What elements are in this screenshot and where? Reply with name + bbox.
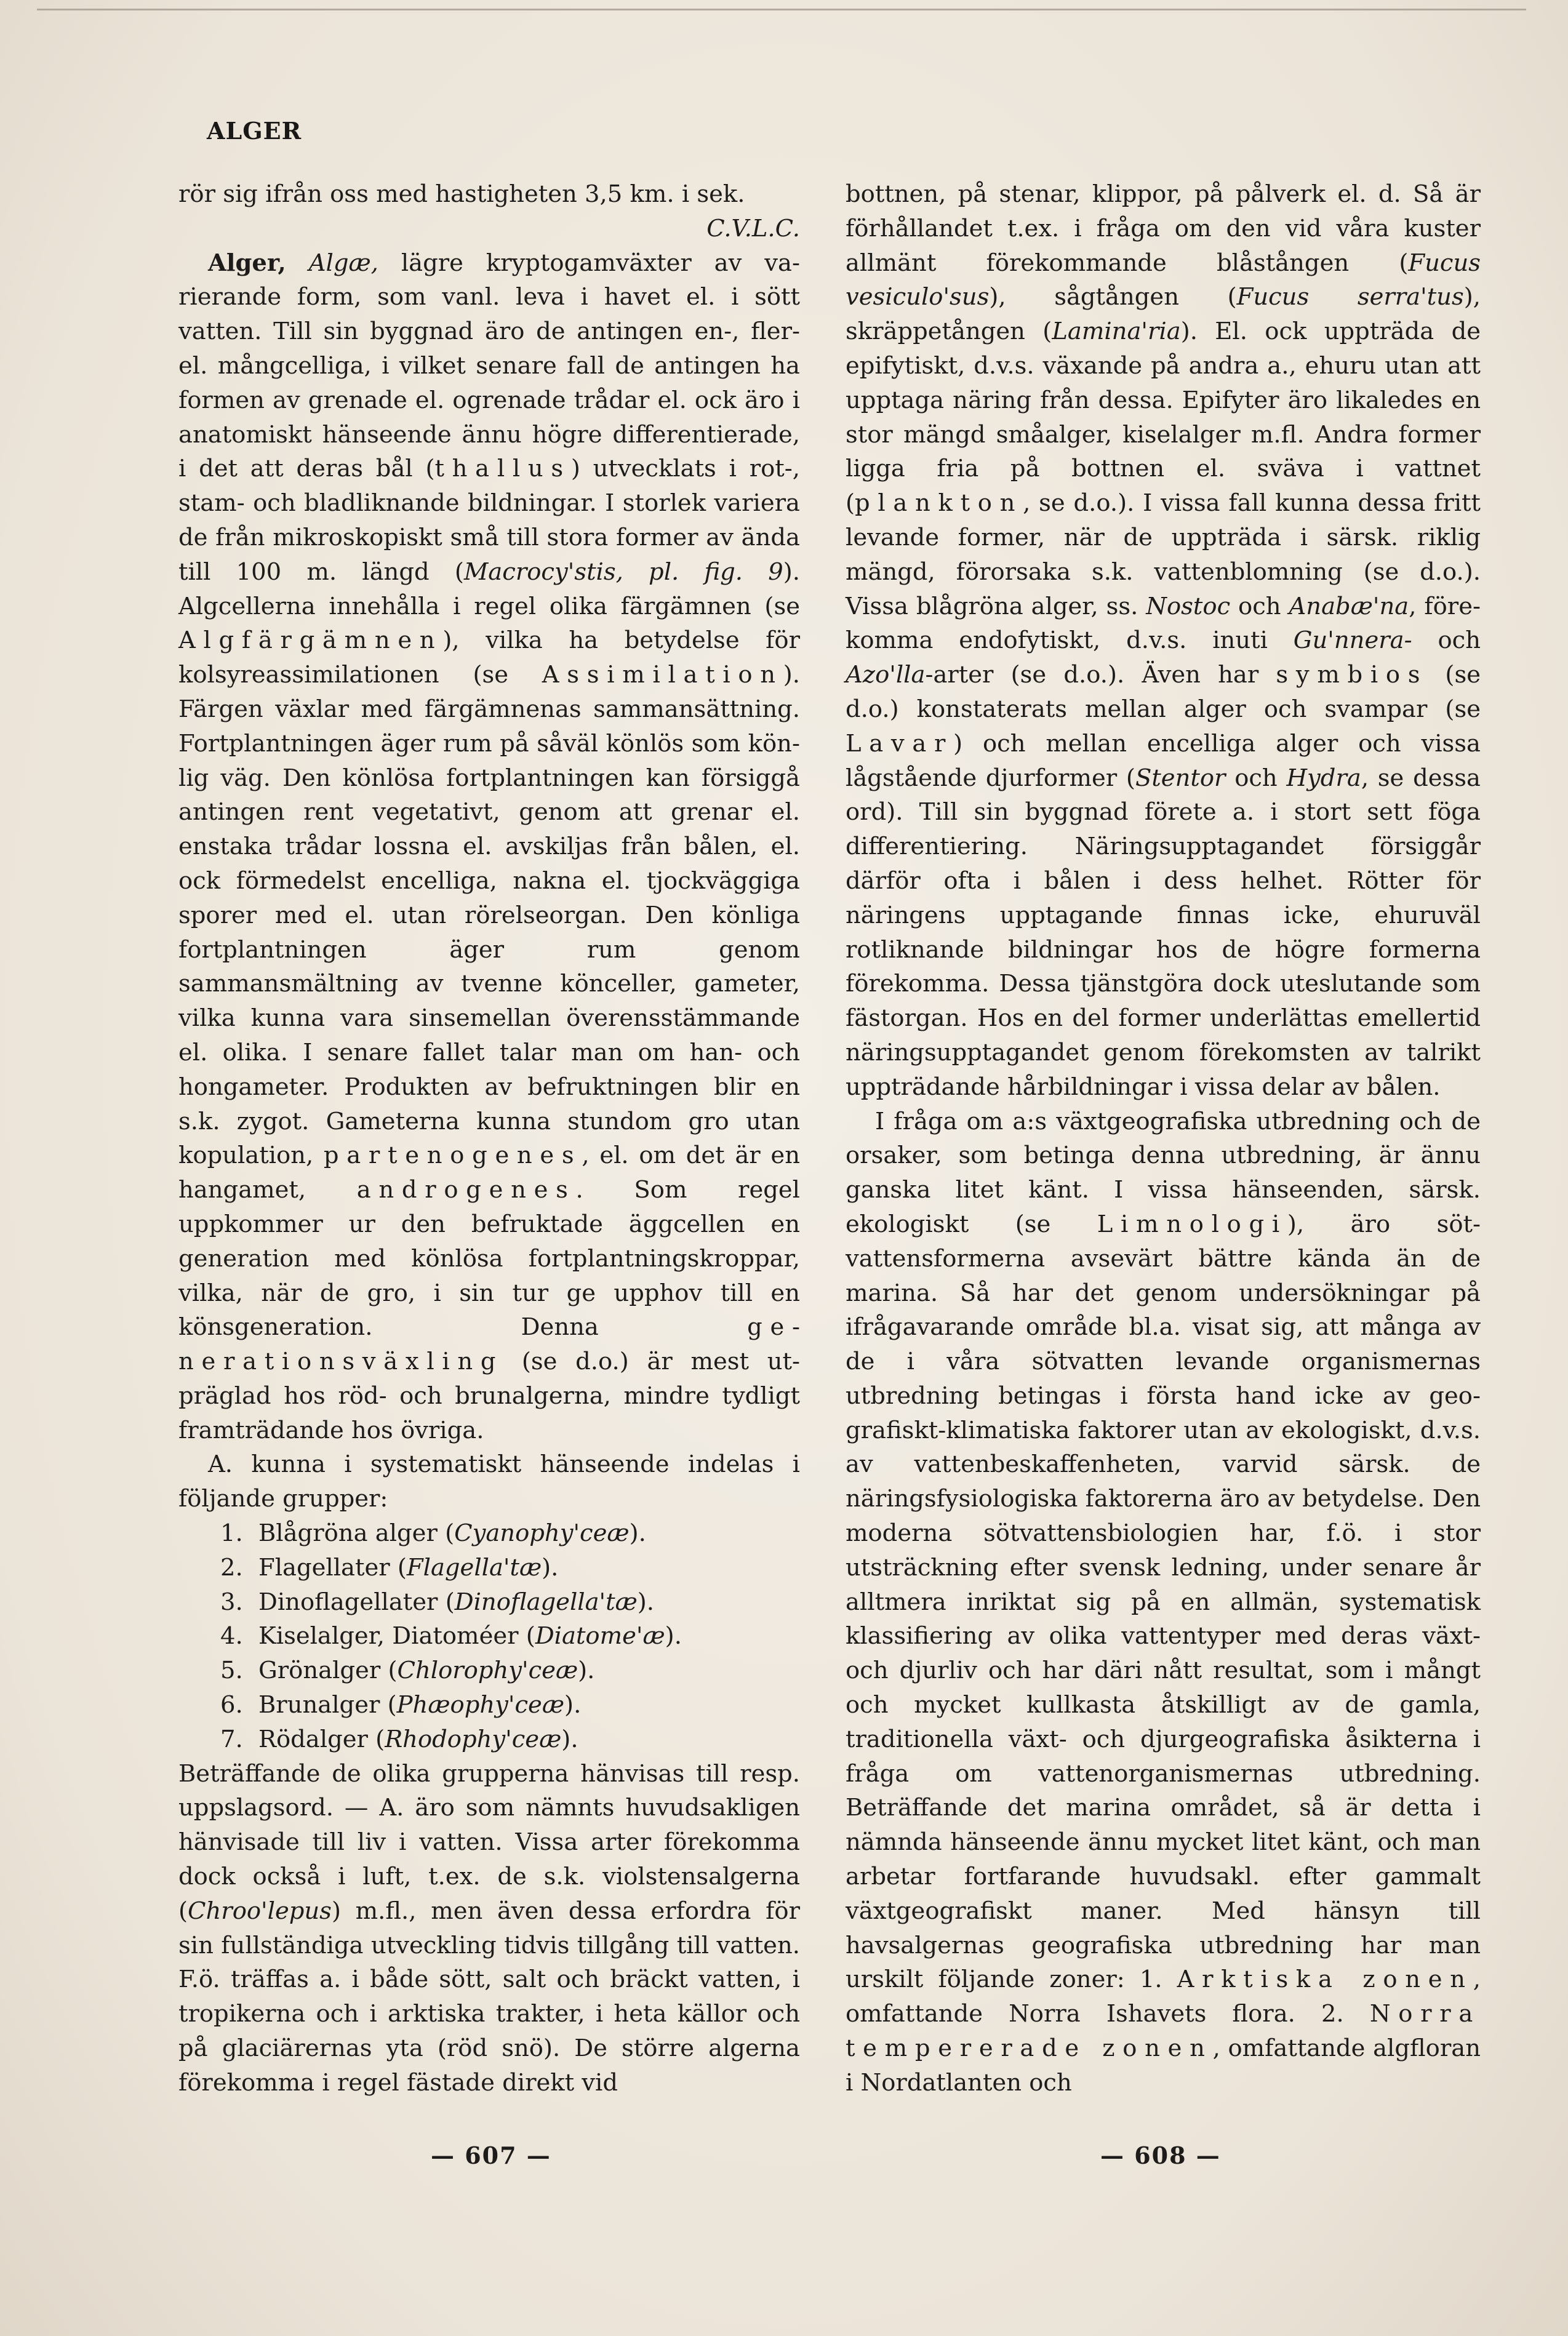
paragraph-text: ), sågtången (	[989, 283, 1237, 311]
latin-name: Gu'nnera-	[1293, 626, 1412, 655]
running-header: ALGER	[207, 117, 302, 145]
headword: Alger,	[208, 249, 286, 277]
list-number: 2.	[220, 1553, 243, 1582]
zone-name: Norra tempererade zonen	[846, 2000, 1481, 2063]
entry-alger	[178, 246, 800, 1448]
paragraph-text: (se d.o.) är mest utpräglad hos röd- och brunalgerna, mindre tydligt framträdande hos övriga.	[178, 1348, 800, 1444]
spaced-term: androgenes	[356, 1176, 576, 1204]
group-name: Dinoflagellater	[258, 1588, 438, 1616]
latin-name: Fucus vesiculo'sus	[846, 249, 1481, 311]
paragraph-text: -arter (se d.o.). Även har	[925, 661, 1276, 689]
geography-paragraph	[846, 1105, 1481, 2100]
list-item: 2. Flagellater (Flagella'tæ).	[178, 1551, 800, 1585]
list-number: 7.	[220, 1725, 243, 1753]
paragraph-text: , förekomma endofytiskt, d.v.s. inuti	[846, 592, 1481, 655]
group-latin: Flagella'tæ	[406, 1553, 542, 1582]
latin-name: Fucus serra'tus	[1236, 283, 1464, 311]
paragraph-text: ). El. ock uppträda de epifytiskt, d.v.s. växande på andra a., ehuru utan att upptaga näring från dessa. Epifyter äro likaledes en stor mängd småalger, kiselalger m.fl. Andra former ligga fria på bottnen el. sväva i vattnet (	[846, 318, 1481, 518]
paragraph-text: ). Algcellerna innehålla i regel olika färgämnen (se	[178, 558, 801, 620]
list-number: 3.	[220, 1588, 243, 1616]
cross-reference: Lavar	[846, 729, 954, 758]
habitat-paragraph	[178, 1757, 800, 2100]
list-item: 5. Grönalger (Chlorophy'ceæ).	[178, 1654, 800, 1688]
group-name: Kiselalger, Diatoméer	[258, 1622, 519, 1650]
list-number: 1.	[220, 1519, 243, 1548]
paragraph-text: bottnen, på stenar, klippor, på pålverk el. d. Så är förhållandet t.ex. i fråga om den vid våra kuster allmänt förekommande blåstången (	[846, 180, 1481, 277]
paragraph-text: ). Färgen växlar med färgämnenas sammansättning. Fortplantningen äger rum på såväl könlös som könlig väg. Den könlösa fortplantningen kan försiggå antingen rent vegetativt, genom att grenar el. enstaka trådar lossna el. avskiljas från bålen, el. ock förmedelst encelliga, nakna el. tjockväggiga sporer med el. utan rörelseorgan. Den könliga fortplantningen äger rum genom sammansmältning av tvenne könceller, gameter, vilka kunna vara sinsemellan överensstämmande el. olika. I senare fallet talar man om han- och hongameter. Produkten av befruktningen blir en s.k. zygot. Gameterna kunna stundom gro utan kopulation,	[178, 661, 800, 1170]
paragraph-text: Beträffande de olika grupperna hänvisas till resp. uppslagsord. — A. äro som nämnts huvudsakligen hänvisade till liv i vatten. Vissa arter förekomma dock också i luft, t.ex. de s.k. violstensalgerna (	[178, 1759, 800, 1925]
paragraph-text: och	[1412, 626, 1481, 655]
group-latin: Chlorophy'ceæ	[397, 1657, 578, 1685]
cross-reference: Assimilation	[542, 661, 783, 689]
list-number: 4.	[220, 1622, 243, 1650]
group-name: Blågröna alger	[258, 1519, 438, 1548]
latin-name: Chroo'lepus	[188, 1897, 332, 1925]
cross-reference: Limnologi	[1097, 1210, 1287, 1238]
latin-name: Algæ,	[308, 249, 378, 277]
group-name: Rödalger	[258, 1725, 368, 1753]
list-item: 1. Blågröna alger (Cyanophy'ceæ).	[178, 1516, 800, 1551]
zone-name: Arktiska zonen	[1177, 1966, 1473, 1994]
paragraph-text: , el. om det är en hangamet,	[178, 1142, 800, 1204]
spaced-term: partenogenes	[323, 1142, 582, 1170]
paragraph-text: lägre kryptogamväxter av varierande form, som vanl. leva i havet el. i sött vatten. Till sin byggnad äro de antingen en-, fler- el. mångcelliga, i vilket senare fall de antingen ha formen av grenade el. ogrenade trådar el. ock äro i anatomiskt hänseende ännu högre differentierade, i det att deras bål (	[178, 249, 800, 483]
latin-name: Anabæ'na	[1289, 592, 1409, 620]
latin-name: Stentor	[1135, 764, 1226, 792]
group-name: Grönalger	[258, 1657, 381, 1685]
group-latin: Rhodophy'ceæ	[385, 1725, 562, 1753]
page-number-right: — 608 —	[1100, 2142, 1221, 2169]
paragraph-text: , omfattande Norra Ishavets flora. 2.	[846, 1966, 1481, 2028]
groups-intro: A. kunna i systematiskt hänseende indelas i följande grupper:	[178, 1450, 800, 1513]
group-latin: Dinoflagella'tæ	[454, 1588, 638, 1616]
group-latin: Phæophy'ceæ	[396, 1691, 565, 1719]
list-number: 5.	[220, 1657, 243, 1685]
group-latin: Diatome'æ	[535, 1622, 665, 1650]
list-item: 4. Kiselalger, Diatoméer (Diatome'æ).	[178, 1619, 800, 1654]
group-name: Flagellater	[258, 1553, 390, 1582]
list-item: 7. Rödalger (Rhodophy'ceæ).	[178, 1722, 800, 1757]
paragraph-text: ) och mellan encelliga alger och vissa lågstående djurformer (	[846, 729, 1481, 792]
paragraph-text: . Som regel uppkommer ur den befruktade äggcellen en generation med könlösa fortplantningskroppar, vilka, när de gro, i sin tur ge upphov till en könsgeneration. Denna	[178, 1176, 800, 1342]
list-number: 6.	[220, 1691, 243, 1719]
list-item: 3. Dinoflagellater (Dinoflagella'tæ).	[178, 1585, 800, 1620]
cross-reference: symbios	[1276, 661, 1428, 689]
paragraph-text: (se d.o.) konstaterats mellan alger och svampar (se	[846, 661, 1481, 723]
page-number-left: — 607 —	[431, 2142, 551, 2169]
list-item: 6. Brunalger (Phæophy'ceæ).	[178, 1688, 800, 1722]
cross-reference: plankton	[855, 489, 1023, 518]
latin-name: Nostoc	[1146, 592, 1231, 620]
paragraph-text: och	[1230, 592, 1289, 620]
paragraph-text: ), vilka ha betydelse för kolsyreassimilationen (se	[178, 626, 800, 689]
group-name: Brunalger	[258, 1691, 380, 1719]
latin-name: Hydra	[1286, 764, 1361, 792]
cross-reference: Macrocy'stis, pl. fig. 9	[463, 558, 783, 586]
top-edge-rule	[37, 9, 1526, 10]
paragraph-text: ), skräppetången (	[846, 283, 1481, 346]
paragraph-text: ), äro sötvattensformerna avsevärt bättre kända än de marina. Så har det genom undersökningar på ifrågavarande område bl.a. visat sig, att många av de i våra sötvatten levande organismernas utbredning betingas i första hand icke av geografiskt-klimatiska faktorer utan av ekologiskt, d.v.s. av vattenbeskaffenheten, varvid särsk. de näringsfysiologiska faktorerna äro av betydelse. Den moderna sötvattensbiologien har, f.ö. i stor utsträckning efter svensk ledning, under senare år alltmera inriktat sig på en allmän, systematisk klassifiering av olika vattentyper med deras växt- och djurliv och har däri nått resultat, som i mångt och mycket kullkasta åtskilligt av de gamla, traditionella växt- och djurgeografiska åsikterna i fråga om vattenorganismernas utbredning. Beträffande det marina området, så är detta i nämnda hänseende ännu mycket litet känt, och man arbetar fortfarande huvudsakl. efter gammalt växtgeografiskt maner. Med hänsyn till havsalgernas geografiska utbredning har man urskilt följande zoner: 1.	[846, 1210, 1481, 1994]
paragraph-text: ) utvecklats i rot-, stam- och bladliknande bildningar. I storlek variera de från mikroskopiskt små till stora former av ända till 100 m. längd (	[178, 455, 800, 586]
paragraph-text: , omfattande algfloran i Nordatlanten och	[846, 2034, 1481, 2097]
latin-name: Azo'lla	[846, 661, 926, 689]
continuation-paragraph	[178, 177, 800, 212]
paragraph-text: , se d.o.). I vissa fall kunna dessa fritt levande former, när de uppträda i särsk. riklig mängd, förorsaka s.k. vattenblomning (se d.o.). Vissa blågröna alger, ss.	[846, 489, 1481, 620]
cross-reference: generationsväxling	[178, 1313, 800, 1376]
paragraph-text: , se dessa ord). Till sin byggnad förete a. i stort sett föga differentiering. Näringsupptagandet försiggår därför ofta i bålen i dess helhet. Rötter för näringens upptagande finnas icke, ehuruväl rotliknande bildningar hos de högre formerna förekomma. Dessa tjänstgöra dock uteslutande som fästorgan. Hos en del former underlättas emellertid näringsupptagandet genom förekomsten av talrikt uppträdande hårbildningar i vissa delar av bålen.	[846, 764, 1481, 1101]
paragraph-text: I fråga om a:s växtgeografiska utbredning och de orsaker, som betinga denna utbredning, är ännu ganska litet känt. I vissa hänseenden, särsk. ekologiskt (se	[846, 1107, 1481, 1238]
paragraph-text: och	[1225, 764, 1287, 792]
paragraph-text: ) m.fl., men även dessa erfordra för sin fullständiga utveckling tidvis tillgång till vatten. F.ö. träffas a. i både sött, salt och bräckt vatten, i tropikerna och i arktiska trakter, i heta källor och på glaciärernas yta (röd snö). De större algerna förekomma i regel fästade direkt vid	[178, 1897, 800, 2097]
right-column	[846, 177, 1481, 2100]
spaced-term: thallus	[434, 455, 571, 483]
paragraph-text: rör sig ifrån oss med hastigheten 3,5 km. i sek.	[178, 180, 745, 208]
cross-reference: Algfärgämnen	[178, 626, 443, 655]
author-signature: C.V.L.C.	[706, 214, 800, 242]
latin-name: Lamina'ria	[1052, 318, 1181, 346]
left-column	[178, 177, 800, 2100]
habitat-continuation	[846, 177, 1481, 1105]
group-latin: Cyanophy'ceæ	[454, 1519, 630, 1548]
